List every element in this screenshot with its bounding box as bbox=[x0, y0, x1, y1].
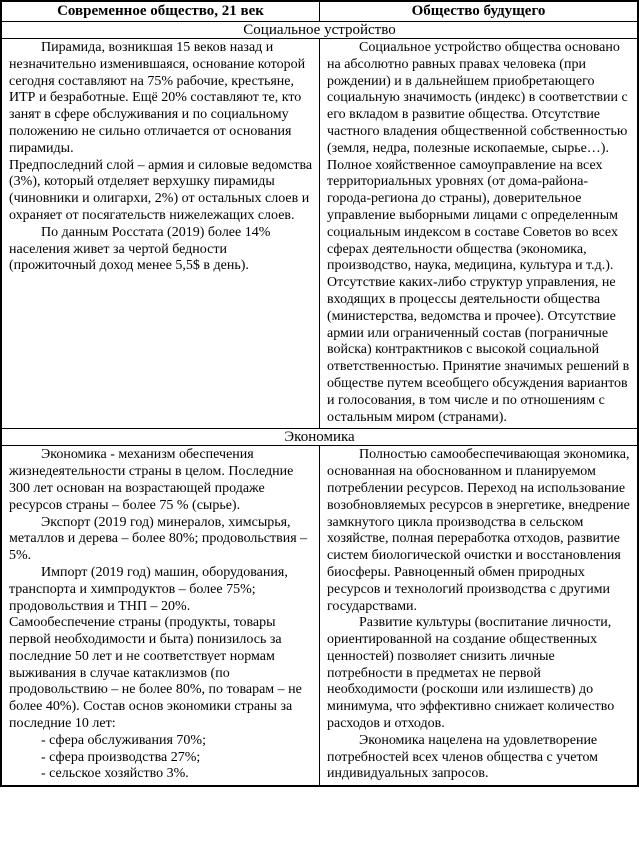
section-row-economy bbox=[1, 429, 638, 446]
cell-modern-economy bbox=[1, 446, 320, 786]
cell-future-social bbox=[320, 39, 639, 429]
paragraph: Экономика нацелена на удовлетворение потребностей всех членов общества с учетом индивидуальных запросов. bbox=[327, 732, 599, 782]
column-header-future-society: Общество будущего bbox=[320, 1, 639, 22]
list-item: - сельское хозяйство 3%. bbox=[41, 766, 189, 782]
paragraph: Пирамида, возникшая 15 веков назад и незначительно изменившаяся, основание которой сегодня составляют на 75% рабочие, крестьяне, ИТР и безработные. Ещё 20% составляют те, кто занят в сфере обслуживания и по социальному положению не сильно отличается от основания пирамиды. bbox=[9, 40, 306, 156]
paragraph: Развитие культуры (воспитание личности, ориентированной на создание общественных ценностей) позволяет снизить личные потребности в предметах не первой необходимости (роскоши или излишеств) до минимума, что эффективно снижает количество расходов и отходов. bbox=[327, 615, 615, 732]
paragraph: Социальное устройство общества основано на абсолютно равных правах человека (при рождении) и в дальнейшем приобретающего социальную значимость (индекс) в соответствии с его вкладом в развитие общества. Отсутствие частного владения общественной собственностью (земля, недра, полезные ископаемые, сырье…). Полное хояйственное самоуправление на всех территориальных уровнях (от дома-района-города-региона до страны), доверительное управление выборными лицами с определенным социальным индексом в составе Советов во всех сферах деятельности общества (экономика, производство, наука, медицина, культура и т.д.). Отсутствие каких-либо структур управления, не входящих в процессы деятельности общества (министерства, ведомства и прочее). Отсутствие армии или ограниченный состав (пограничные войска) контрактников с высокой социальной ответственностью. Принятие значимых решений в обществе путем всеобщего обсуждения вариантов и голосования, в том числе и по отношениям с остальным миром (странами). bbox=[327, 40, 630, 425]
table-header-row bbox=[1, 1, 638, 22]
section-body-economy bbox=[1, 446, 638, 786]
section-header-economy: Экономика bbox=[1, 429, 638, 446]
paragraph: Самообеспечение страны (продукты, товары первой необходимости и быта) понизилось за последние 50 лет и не соответствует нормам выживания в случае катаклизмов (по продовольствию – не более 80%, по товарам – не более 40%). Состав основ экономики страны за последние 10 лет: bbox=[9, 615, 302, 732]
cell-future-economy bbox=[320, 446, 639, 786]
paragraph: Экономика - механизм обеспечения жизнедеятельности страны в целом. Последние 300 лет основан на возрастающей продаже ресурсов страны – более 75 % (сырье). bbox=[9, 447, 294, 513]
paragraph: Импорт (2019 год) машин, оборудования, транспорта и химпродуктов – более 75%; продовольствия и ТНП – 20%. bbox=[9, 564, 288, 614]
section-header-social-structure: Социальное устройство bbox=[1, 22, 638, 39]
paragraph: Полностью самообеспечивающая экономика, основанная на обоснованном и планируемом потреблении ресурсов. Переход на использование возобновляемых ресурсов в энергетике, внедрение замкнутого цикла производства в сельском хозяйстве, полная переработка отходов, развитие систем биологической очистки и восстановления биосферы. Равноценный обмен природных ресурсов и технологий производства с другими государствами. bbox=[327, 447, 630, 614]
paragraph: По данным Росстата (2019) более 14% населения живет за чертой бедности (прожиточный доход менее 5,5$ в день). bbox=[9, 224, 271, 274]
paragraph: Предпоследний слой – армия и силовые ведомства (3%), который отделяет верхушку пирамиды (чиновники и олигархи, 2%) от остальных слоев и охраняет от посягательств нижележащих слоев. bbox=[9, 157, 313, 223]
section-body-social-structure bbox=[1, 39, 638, 429]
list-item: - сфера производства 27%; bbox=[41, 749, 201, 765]
cell-modern-social bbox=[1, 39, 320, 429]
section-row-social-structure bbox=[1, 22, 638, 39]
paragraph: Экспорт (2019 год) минералов, химсырья, металлов и дерева – более 80%; продовольствия – 5%. bbox=[9, 514, 308, 564]
column-header-modern-society: Современное общество, 21 век bbox=[1, 1, 320, 22]
list-item: - сфера обслуживания 70%; bbox=[41, 732, 206, 748]
